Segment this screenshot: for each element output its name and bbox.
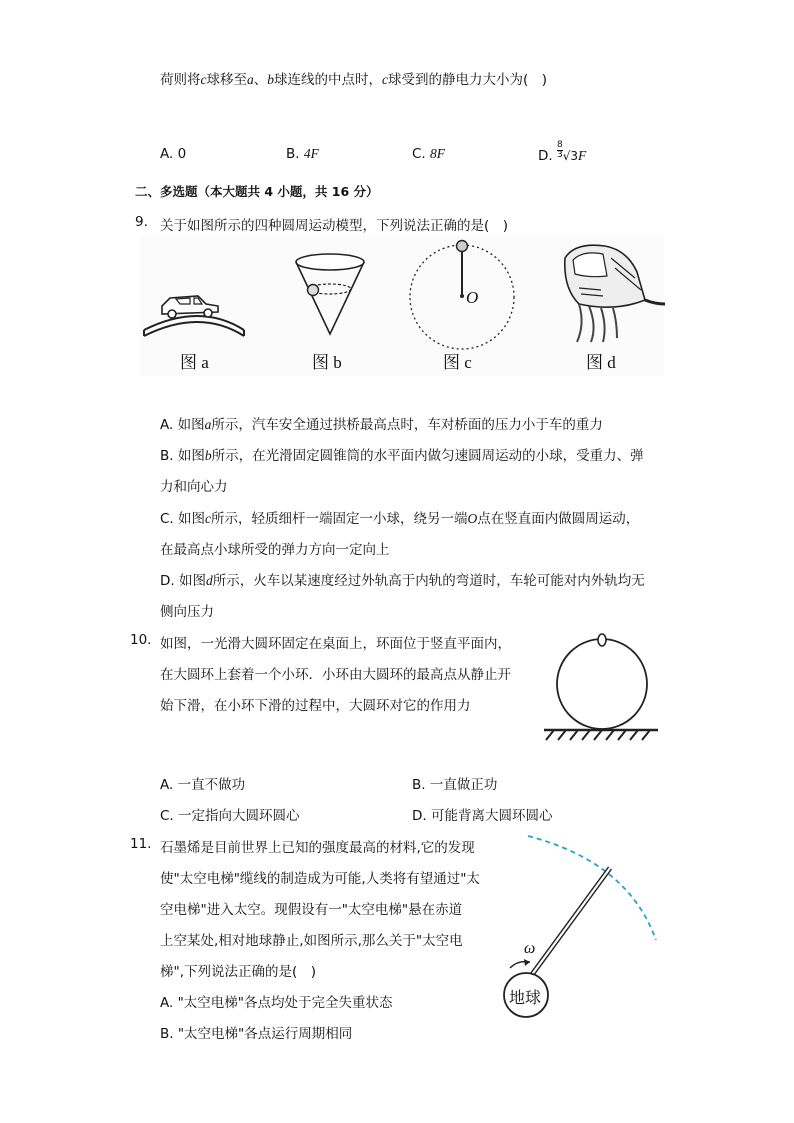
q11-line-1: 石墨烯是目前世界上已知的强度最高的材料,它的发现 <box>160 840 475 856</box>
car-on-bridge-figure <box>140 246 270 346</box>
center-o-label: O <box>466 288 479 307</box>
q9-option-d: D. 如图d所示，火车以某速度经过外轨高于内轨的弯道时，车轮可能对内外轨均无 <box>160 573 645 589</box>
q10-option-b: B. 一直做正功 <box>412 777 498 793</box>
q10-option-a: A. 一直不做功 <box>160 777 246 793</box>
q10-number: 10. <box>130 632 152 648</box>
fig-b-caption: 图 b <box>312 353 342 372</box>
q11-line-2: 使"太空电梯"缆线的制造成为可能,人类将有望通过"太 <box>160 871 480 887</box>
fig-a-caption: 图 a <box>180 353 209 372</box>
q8-option-c: C. 8F <box>412 146 446 162</box>
q9-option-b-cont: 力和向心力 <box>160 479 228 495</box>
q11-line-3: 空电梯"进入太空。现假设有一"太空电梯"悬在赤道 <box>160 902 463 918</box>
q11-line-5: 梯",下列说法正确的是( ) <box>160 964 317 980</box>
fraction: $\frac{8}{3}$ <box>556 140 563 160</box>
section-heading: 二、多选题（本大题共 4 小题，共 16 分） <box>135 184 379 199</box>
q8-option-d: D. $\frac{8}{3}$ √3F <box>538 140 587 164</box>
q11-line-4: 上空某处,相对地球静止,如图所示,那么关于"太空电 <box>160 933 463 949</box>
q10-option-d: D. 可能背离大圆环圆心 <box>412 808 553 824</box>
q9-stem: 关于如图所示的四种圆周运动模型，下列说法正确的是( ) <box>160 218 509 234</box>
earth-label: 地球 <box>509 988 542 1007</box>
omega-label: ω <box>524 940 536 957</box>
q9-option-b: B. 如图b所示，在光滑固定圆锥筒的水平面内做匀速圆周运动的小球，受重力、弹 <box>160 448 644 464</box>
q9-figure <box>140 236 664 376</box>
q10-line-3: 始下滑，在小环下滑的过程中，大圆环对它的作用力 <box>160 698 471 714</box>
q8-option-a: A. 0 <box>160 146 187 162</box>
q9-option-c-cont: 在最高点小球所受的弹力方向一定向上 <box>160 542 390 558</box>
q8-option-b: B. 4F <box>286 146 319 162</box>
q10-line-1: 如图，一光滑大圆环固定在桌面上，环面位于竖直平面内， <box>160 636 511 652</box>
q8-stem: 荷则将c球移至a、b球连线的中点时，c球受到的静电力大小为( ) <box>160 72 548 88</box>
fig-d-caption: 图 d <box>586 353 616 372</box>
q11-number: 11. <box>130 836 152 852</box>
fig-c-caption: 图 c <box>443 353 472 372</box>
q10-option-c: C. 一定指向大圆环圆心 <box>160 808 300 824</box>
q9-option-d-cont: 侧向压力 <box>160 604 214 620</box>
q10-line-2: 在大圆环上套着一个小环．小环由大圆环的最高点从静止开 <box>160 667 511 683</box>
cone-figure <box>290 248 390 358</box>
q11-option-a: A. "太空电梯"各点均处于完全失重状态 <box>160 995 393 1011</box>
q9-option-c: C. 如图c所示，轻质细杆一端固定一小球，绕另一端O点在竖直面内做圆周运动， <box>160 511 640 527</box>
q11-option-b: B. "太空电梯"各点运行周期相同 <box>160 1026 353 1042</box>
ring-figure <box>540 634 670 744</box>
q9-option-a: A. 如图a所示，汽车安全通过拱桥最高点时，车对桥面的压力小于车的重力 <box>160 417 603 433</box>
q9-number: 9. <box>135 214 148 230</box>
train-figure <box>555 238 665 348</box>
